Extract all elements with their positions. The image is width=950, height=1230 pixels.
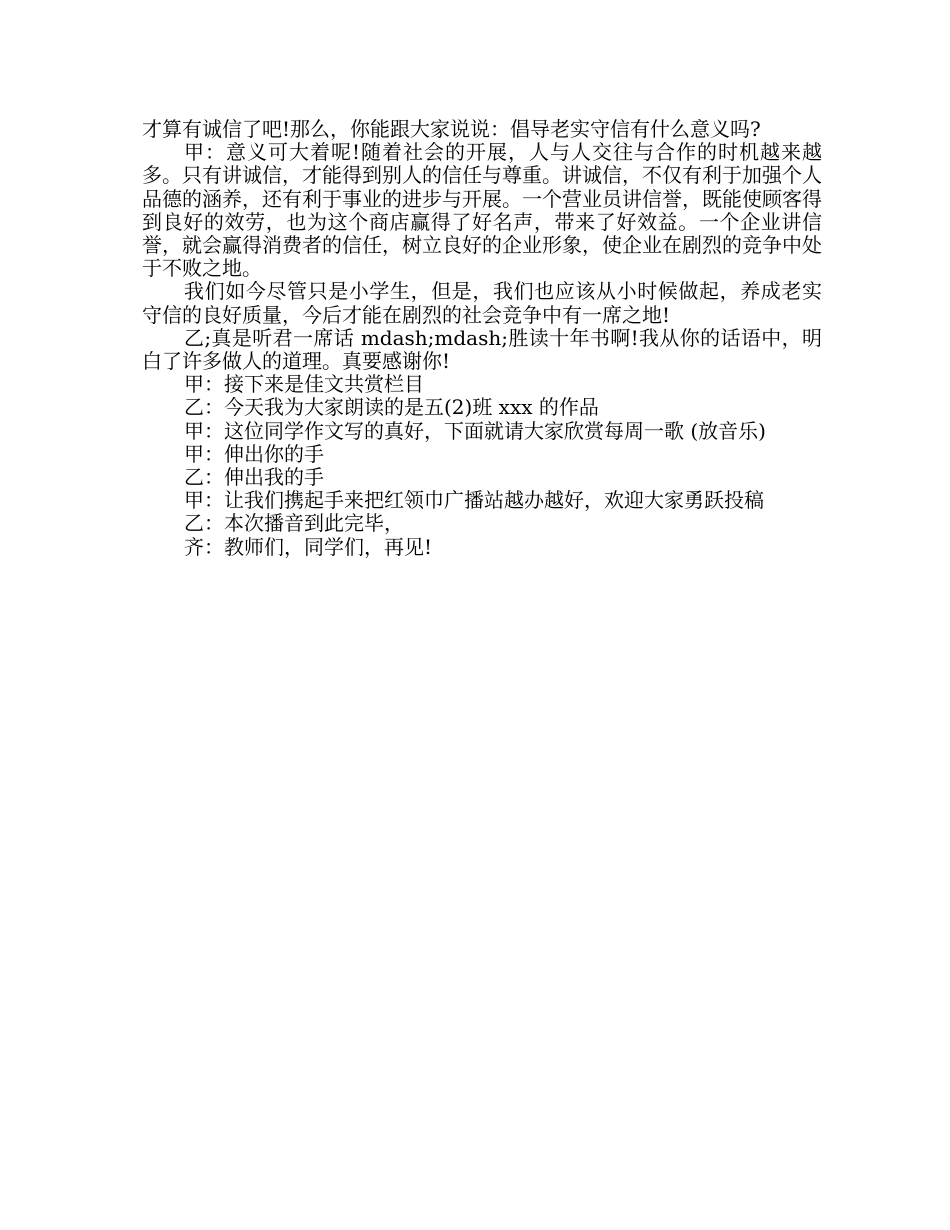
line-yi-reading: 乙：今天我为大家朗读的是五(2)班 xxx 的作品 xyxy=(184,395,599,420)
paragraph-students: 我们如今尽管只是小学生，但是，我们也应该从小时候做起，养成老实守信的良好质量，今后才能在剧烈的社会竞争中有一席之地! xyxy=(142,279,822,327)
line-yi-hand: 乙：伸出我的手 xyxy=(184,465,324,490)
line-all-goodbye: 齐：教师们，同学们，再见! xyxy=(184,534,433,559)
line-yi-end: 乙：本次播音到此完毕， xyxy=(184,511,404,536)
line-jia-hand: 甲：伸出你的手 xyxy=(184,441,324,466)
line-jia-song: 甲：这位同学作文写的真好，下面就请大家欣赏每周一歌 (放音乐) xyxy=(184,418,766,443)
paragraph-yi-thanks: 乙;真是听君一席话 mdash;mdash;胜读十年书啊!我从你的话语中，明白了许多做人的道理。真要感谢你! xyxy=(142,325,822,374)
paragraph-continuation: 才算有诚信了吧!那么，你能跟大家说说：倡导老实守信有什么意义吗? xyxy=(142,117,761,141)
paragraph-jia-meaning: 甲：意义可大着呢!随着社会的开展，人与人交往与合作的时机越来越多。只有讲诚信，才能得到别人的信任与尊重。讲诚信，不仅有利于加强个人品德的涵养，还有利于事业的进步与开展。一个营业员讲信誉，既能使顾客得到良好的效劳，也为这个商店赢得了好名声，带来了好效益。一个企业讲信誉，就会赢得消费者的信任，树立良好的企业形象，使企业在剧烈的竞争中处于不败之地。 xyxy=(142,140,822,281)
line-jia-submit: 甲：让我们携起手来把红领巾广播站越办越好，欢迎大家勇跃投稿 xyxy=(184,488,764,513)
document-page xyxy=(142,118,822,559)
line-jia-column: 甲：接下来是佳文共赏栏目 xyxy=(184,372,424,397)
